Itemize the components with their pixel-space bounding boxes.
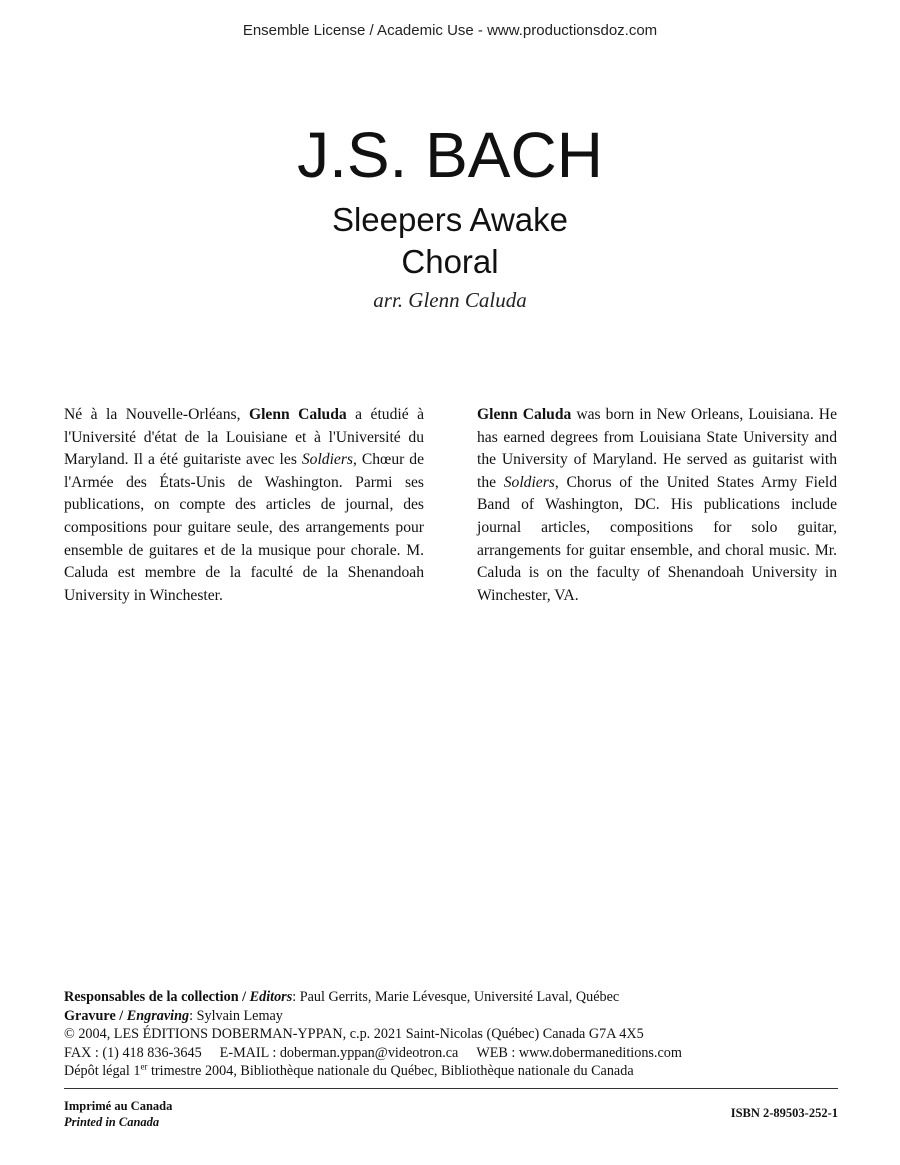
footer-divider (64, 1088, 838, 1089)
isbn-number: ISBN 2-89503-252-1 (730, 1106, 838, 1120)
copyright-line: © 2004, LES ÉDITIONS DOBERMAN-YPPAN, c.p. 2021 Saint-Nicolas (Québec) Canada G7A 4X5 (64, 1026, 644, 1043)
engraving-value: : Sylvain Lemay (189, 1007, 283, 1024)
publication-credits (64, 988, 838, 1081)
piece-title: Sleepers Awake (331, 201, 569, 238)
web-address: WEB : www.dobermaneditions.com (476, 1044, 682, 1061)
composer-name: J.S. BACH (297, 119, 603, 191)
legal-deposit-line (64, 1062, 838, 1081)
editors-value: : Paul Gerrits, Marie Lévesque, Université Laval, Québec (292, 989, 620, 1005)
bio-fr-text-1: Né à la Nouvelle-Orléans, (64, 406, 249, 423)
biography-french (64, 404, 424, 607)
bio-en-soldiers: Soldiers (503, 473, 555, 491)
printed-en: Printed in Canada (64, 1115, 160, 1129)
bio-fr-soldiers: Soldiers (301, 451, 353, 469)
piece-subtitle: Choral (401, 243, 499, 280)
depot-text-1: Dépôt légal 1 (64, 1063, 141, 1080)
arranger-credit: arr. Glenn Caluda (373, 288, 527, 312)
bio-fr-name: Glenn Caluda (248, 406, 347, 423)
editors-label-en: Editors (249, 989, 293, 1005)
editors-slash: / (238, 989, 250, 1005)
contact-line (64, 1044, 838, 1063)
biography-english (477, 404, 837, 607)
engraving-label-en: Engraving (126, 1007, 190, 1024)
editors-label-fr: Responsables de la collection (64, 989, 239, 1005)
bio-en-name: Glenn Caluda (477, 406, 572, 423)
depot-superscript: er (140, 1061, 148, 1072)
engraving-line (64, 1007, 838, 1026)
license-header: Ensemble License / Academic Use - www.productionsdoz.com (242, 22, 658, 39)
email-address: E-MAIL : doberman.yppan@videotron.ca (219, 1044, 459, 1061)
editors-line (64, 988, 838, 1007)
printed-in (64, 1098, 172, 1130)
depot-text-2: trimestre 2004, Bibliothèque nationale du Québec, Bibliothèque nationale du Canada (147, 1063, 634, 1080)
bio-en-text-1: was born in New Orleans, Louisiana. He has earned degrees from Louisiana State University and the University of Maryland. He served as guitarist with the (477, 406, 837, 491)
fax-number: FAX : (1) 418 836-3645 (64, 1044, 202, 1061)
bio-fr-text-2: a étudié à l'Université d'état de la Louisiane et à l'Université du Maryland. Il a été guitariste avec les (64, 406, 425, 469)
bio-en-text-2: , Chorus of the United States Army Field Band of Washington, DC. His publications include journal articles, compositions for solo guitar, arrangements for guitar ensemble, and choral music. Mr. Caluda is on the faculty of Shenandoah University in Winchester, VA. (477, 473, 837, 604)
engraving-slash: / (115, 1007, 127, 1024)
bio-fr-text-3: , Chœur de l'Armée des États-Unis de Washington. Parmi ses publications, on compte des articles de journal, des compositions pour guitare seule, des arrangements pour ensemble de guitares et de la musique pour chorale. M. Caluda est membre de la faculté de la Shenandoah University in Winchester. (64, 451, 424, 604)
engraving-label-fr: Gravure (64, 1007, 116, 1024)
printed-fr: Imprimé au Canada (64, 1099, 173, 1113)
